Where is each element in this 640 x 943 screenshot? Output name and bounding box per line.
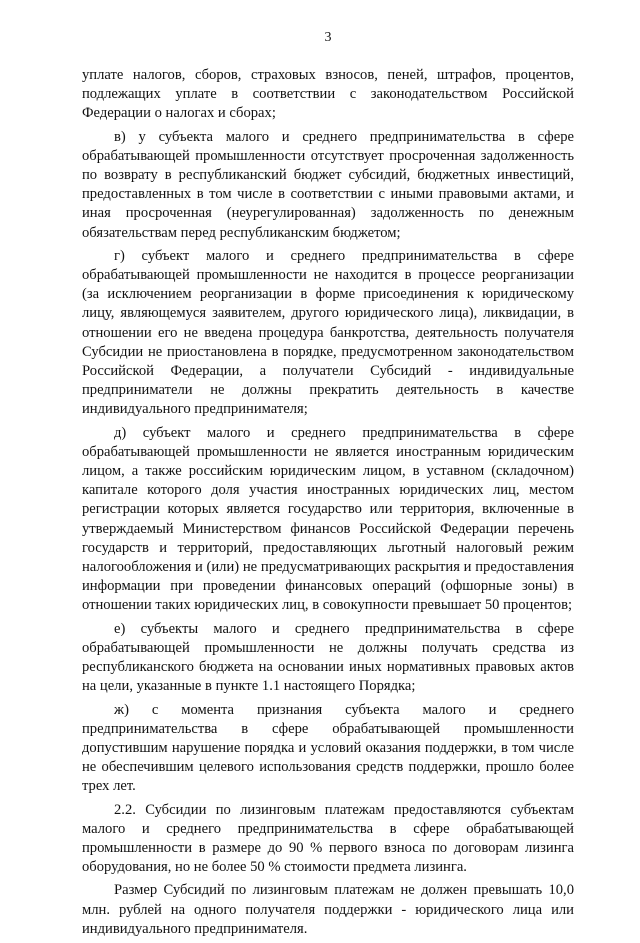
page-number: 3 — [324, 30, 332, 45]
paragraph-item-d: д) субъект малого и среднего предпринимательства в сфере обрабатывающей промышленности не является иностранным юридическим лицом, а также российским юридическим лицом, в уставном (складочном) капитале которого доля участия иностранных юридических лиц, местом регистрации которых является государство или территория, включенные в утверждаемый Министерством финансов Российской Федерации перечень государств и территорий, предоставляющих льготный налоговый режим налогообложения и (или) не предусматривающих раскрытия и предоставления информации при проведении финансовых операций (офшорные зоны) в отношении таких юридических лиц, в совокупности превышает 50 процентов; — [82, 424, 574, 614]
paragraph-item-zh: ж) с момента признания субъекта малого и среднего предпринимательства в сфере обрабатывающей промышленности допустившим нарушение порядка и условий оказания поддержки, в том числе не обеспечившим целевого использования средств поддержки, прошло более трех лет. — [82, 701, 574, 795]
document-body — [82, 66, 574, 943]
paragraph-section-2-2: 2.2. Субсидии по лизинговым платежам предоставляются субъектам малого и среднего предпринимательства в сфере обрабатывающей промышленности в размере до 90 % первого взноса по договорам лизинга оборудования, но не более 50 % стоимости предмета лизинга. — [82, 801, 574, 876]
paragraph-item-g: г) субъект малого и среднего предпринимательства в сфере обрабатывающей промышленности не находится в процессе реорганизации (за исключением реорганизации в форме присоединения к юридическому лицу, являющемуся заявителем, другого юридического лица), ликвидации, в отношении его не введена процедура банкротства, деятельность получателя Субсидии не приостановлена в порядке, предусмотренном законодательством Российской Федерации, а получатели Субсидий - индивидуальные предприниматели не должны прекратить деятельность в качестве индивидуального предпринимателя; — [82, 247, 574, 418]
paragraph-continuation: уплате налогов, сборов, страховых взносов, пеней, штрафов, процентов, подлежащих уплате в соответствии с законодательством Российской Федерации о налогах и сборах; — [82, 67, 574, 122]
paragraph-item-v: в) у субъекта малого и среднего предпринимательства в сфере обрабатывающей промышленности отсутствует просроченная задолженность по возврату в республиканский бюджет субсидий, бюджетных инвестиций, предоставленных в том числе в соответствии с иными правовыми актами, и иная просроченная (неурегулированная) задолженность по денежным обязательствам перед республиканским бюджетом; — [82, 128, 574, 241]
paragraph-subsidy-limit: Размер Субсидий по лизинговым платежам не должен превышать 10,0 млн. рублей на одного получателя поддержки - юридического лица или индивидуального предпринимателя. — [82, 882, 574, 937]
paragraph-item-e: е) субъекты малого и среднего предпринимательства в сфере обрабатывающей промышленности не должны получать средства из республиканского бюджета на основании иных нормативных правовых актов на цели, указанные в пункте 1.1 настоящего Порядка; — [82, 620, 574, 695]
